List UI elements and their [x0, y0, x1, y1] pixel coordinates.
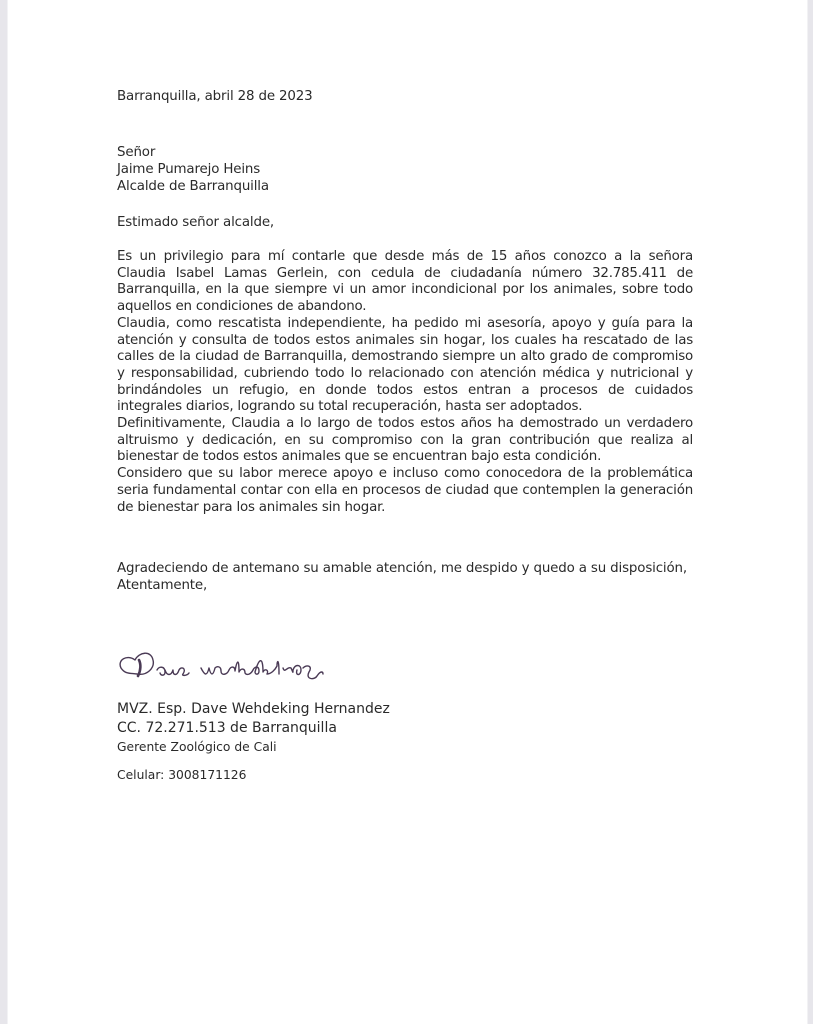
- closing-line: Agradeciendo de antemano su amable atención, me despido y quedo a su disposición,: [117, 561, 687, 576]
- paragraph: Claudia, como rescatista independiente, ha pedido mi asesoría, apoyo y guía para la atención y consulta de todos estos animales sin hogar, los cuales ha rescatado de las calles de la ciudad de Barranquilla, demostrando siempre un alto grado de compromiso y responsabilidad, cubriendo todo lo relacionado con atención médica y nutricional y brindándoles un refugio, en donde todos estos entran a procesos de cuidados integrales diarios, logrando su total recuperación, hasta ser adoptados.: [117, 315, 693, 415]
- recipient-position: Alcalde de Barranquilla: [117, 179, 269, 194]
- paragraph: Considero que su labor merece apoyo e incluso como conocedora de la problemática seria fundamental contar con ella en procesos de ciudad que contemplen la generación de bienestar para los animales sin hogar.: [117, 466, 693, 515]
- signer-title: Gerente Zoológico de Cali: [117, 740, 277, 754]
- signer-id: CC. 72.271.513 de Barranquilla: [117, 720, 337, 736]
- recipient-salutation-title: Señor: [117, 145, 156, 160]
- place-date: Barranquilla, abril 28 de 2023: [117, 89, 313, 104]
- recipient-name: Jaime Pumarejo Heins: [117, 162, 261, 177]
- paragraph: Definitivamente, Claudia a lo largo de todos estos años ha demostrado un verdadero altruismo y dedicación, en su compromiso con la gran contribución que realiza al bienestar de todos estos animales que se encuentran bajo esta condición.: [117, 416, 693, 465]
- paragraph: Es un privilegio para mí contarle que desde más de 15 años conozco a la señora Claudia Isabel Lamas Gerlein, con cedula de ciudadanía número 32.785.411 de Barranquilla, en la que siempre vi un amor incondicional por los animales, sobre todo aquellos en condiciones de abandono.: [117, 249, 693, 315]
- signer-phone: Celular: 3008171126: [117, 768, 247, 782]
- letter-page: [7, 0, 808, 1024]
- letter-body: [117, 249, 693, 516]
- greeting: Estimado señor alcalde,: [117, 215, 275, 230]
- handwritten-signature: [117, 646, 342, 688]
- closing: Atentamente,: [117, 578, 208, 593]
- signer-name: MVZ. Esp. Dave Wehdeking Hernandez: [117, 701, 390, 717]
